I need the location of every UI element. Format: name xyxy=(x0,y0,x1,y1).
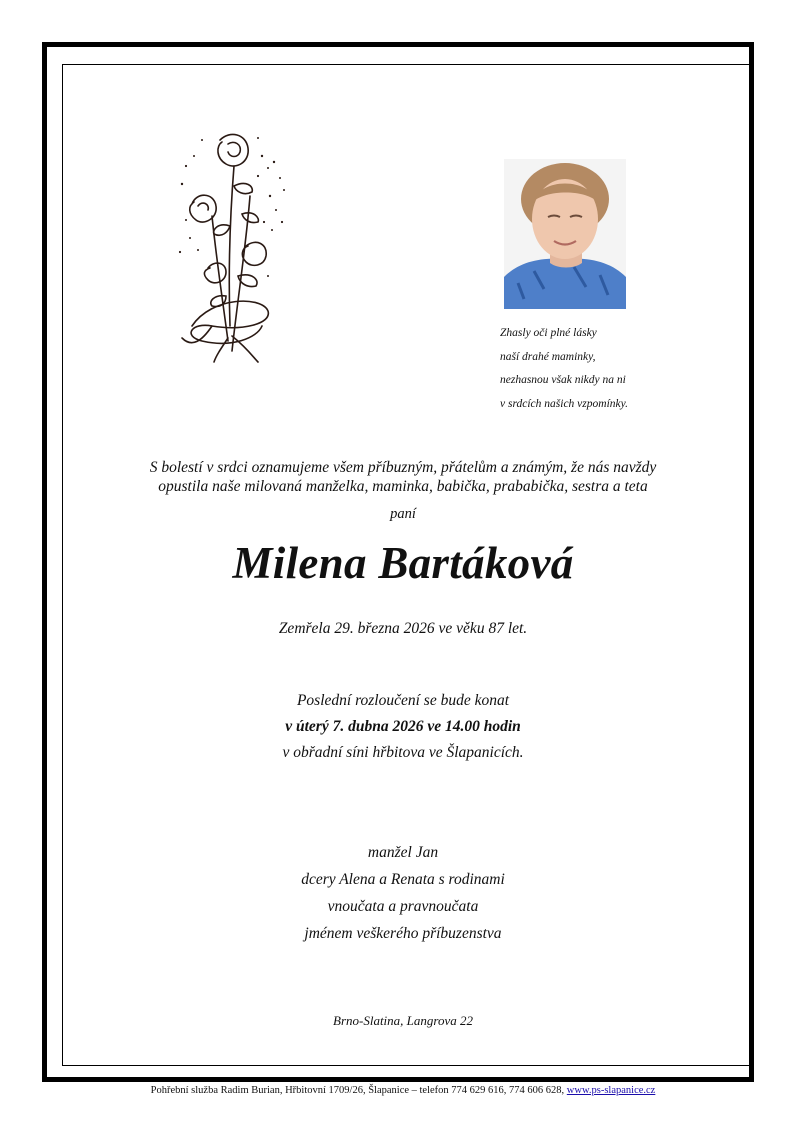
address: Brno-Slatina, Langrova 22 xyxy=(333,1013,473,1028)
funeral-info xyxy=(0,688,794,766)
mourner-line: dcery Alena a Renata s rodinami xyxy=(301,871,505,888)
rose-bouquet-icon xyxy=(172,126,304,364)
poem xyxy=(500,322,700,416)
funeral-location: v obřadní síni hřbitova ve Šlapanicích. xyxy=(282,744,524,761)
death-info: Zemřela 29. března 2026 ve věku 87 let. xyxy=(278,620,528,637)
poem-line: naší drahé maminky, xyxy=(500,350,596,363)
mourners-list xyxy=(0,839,794,947)
deceased-name: Milena Bartáková xyxy=(232,538,574,588)
intro-line-2: opustila naše milovaná manželka, maminka, babička, prababička, sestra a teta xyxy=(158,478,648,495)
mourner-line: jménem veškerého příbuzenstva xyxy=(304,925,502,942)
funeral-line-1: Poslední rozloučení se bude konat xyxy=(296,692,510,709)
announcement-intro xyxy=(0,458,794,496)
poem-line: Zhasly oči plné lásky xyxy=(500,327,597,339)
intro-line-1: S bolestí v srdci oznamujeme všem příbuzným, přátelům a známým, že nás navždy xyxy=(149,459,657,476)
funeral-date-time: v úterý 7. dubna 2026 ve 14.00 hodin xyxy=(285,718,521,735)
mourner-line: manžel Jan xyxy=(367,844,439,861)
title-word: paní xyxy=(390,506,416,522)
portrait-photo xyxy=(504,159,626,309)
footer-text: Pohřební služba Radim Burian, Hřbitovní 1709/26, Šlapanice – telefon 774 629 616, 774 606 628, xyxy=(150,1085,567,1096)
poem-line: v srdcích našich vzpomínky. xyxy=(500,397,628,410)
footer xyxy=(0,1085,794,1096)
website-link[interactable]: www.ps-slapanice.cz xyxy=(566,1085,656,1096)
poem-line: nezhasnou však nikdy na ni xyxy=(500,374,626,387)
mourner-line: vnoučata a pravnoučata xyxy=(327,898,479,915)
